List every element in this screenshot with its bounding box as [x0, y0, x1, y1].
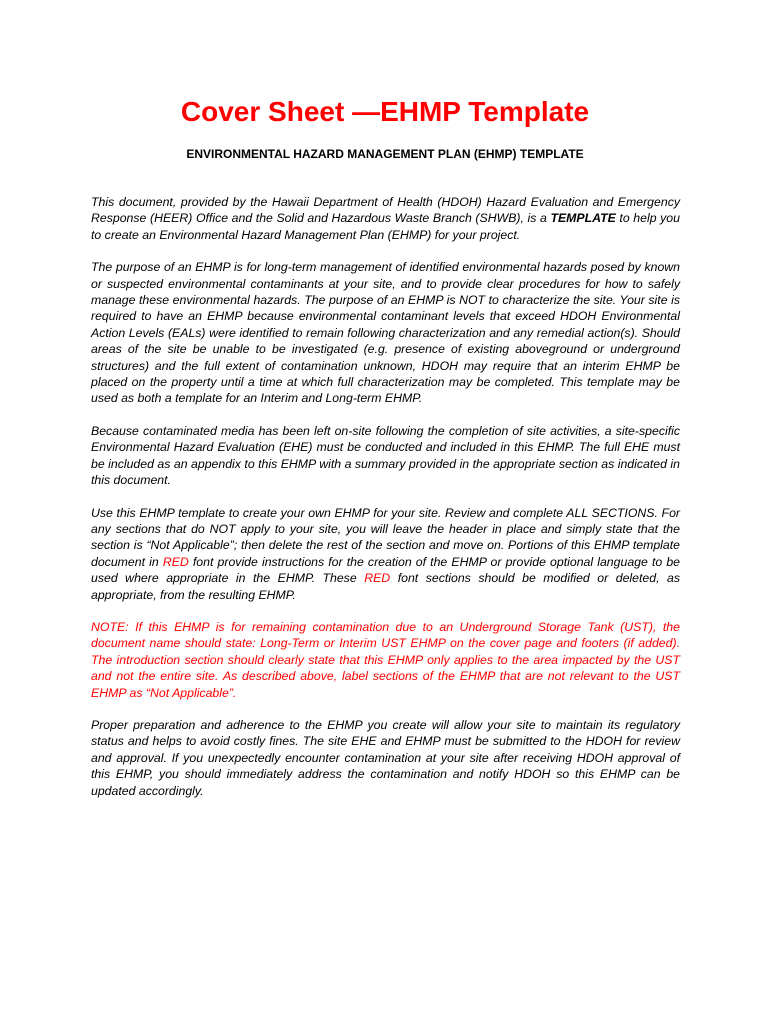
red-keyword-1: RED	[162, 554, 189, 569]
page-title: Cover Sheet —EHMP Template	[180, 96, 590, 127]
body-text	[91, 194, 680, 815]
paragraph-instructions-part-3: font sections should be modified or deleted, as appropriate, from the resulting EHMP.	[91, 571, 681, 602]
paragraph-instructions	[91, 505, 680, 603]
red-keyword-2: RED	[364, 571, 391, 586]
paragraph-instructions-part-2: font provide instructions for the creation of the EHMP or provide optional language to be used where appropriate in the EHMP. These	[91, 554, 680, 586]
template-emphasis: TEMPLATE	[550, 211, 616, 226]
paragraph-intro-part-1: This document, provided by the Hawaii Department of Health (HDOH) Hazard Evaluation and Emergency Response (HEER) Office and the Solid and Hazardous Waste Branch (SHWB), is a	[91, 195, 680, 226]
paragraph-purpose: The purpose of an EHMP is for long-term management of identified environmental hazards posed by known or suspected environmental contaminants at your site, and to provide clear procedures for how to safely manage these environmental hazards. The purpose of an EHMP is NOT to characterize the site. Your site is required to have an EHMP because environmental contaminant levels that exceed HDOH Environmental Action Levels (EALs) were identified to remain following characterization and any remedial action(s). Should areas of the site be unable to be investigated (e.g. presence of existing aboveground or underground structures) and the full extent of contamination unknown, HDOH may require that an interim EHMP be placed on the property until a time at which full characterization may be completed. This template may be used as both a template for an Interim and Long-term EHMP.	[91, 260, 680, 406]
paragraph-contaminated-media: Because contaminated media has been left on-site following the completion of site activities, a site-specific Environmental Hazard Evaluation (EHE) must be conducted and included in this EHMP. The full EHE must be included as an appendix to this EHMP with a summary provided in the appropriate section as indicated in this document.	[91, 423, 680, 488]
paragraph-instructions-part-1: Use this EHMP template to create your own EHMP for your site. Review and complete ALL SECTIONS. For any sections that do NOT apply to your site, you will leave the header in place and simply state that the section is “Not Applicable”; then delete the rest of the section and move on. Portions of this EHMP template document in	[91, 505, 680, 569]
paragraph-intro-part-2: to help you to create an Environmental Hazard Management Plan (EHMP) for your project.	[91, 211, 680, 242]
page-subtitle: ENVIRONMENTAL HAZARD MANAGEMENT PLAN (EHMP) TEMPLATE	[186, 147, 584, 161]
paragraph-preparation: Proper preparation and adherence to the EHMP you create will allow your site to maintain its regulatory status and helps to avoid costly fines. The site EHE and EHMP must be submitted to the HDOH for review and approval. If you unexpectedly encounter contamination at your site after receiving HDOH approval of this EHMP, you should immediately address the contamination and notify HDOH so this EHMP can be updated accordingly.	[91, 717, 680, 798]
paragraph-intro	[91, 194, 680, 243]
paragraph-ust-note: NOTE: If this EHMP is for remaining contamination due to an Underground Storage Tank (UST), the document name should state: Long-Term or Interim UST EHMP on the cover page and footers (if added). The introduction section should clearly state that this EHMP only applies to the area impacted by the UST and not the entire site. As described above, label sections of the EHMP that are not relevant to the UST EHMP as “Not Applicable”.	[91, 619, 680, 700]
